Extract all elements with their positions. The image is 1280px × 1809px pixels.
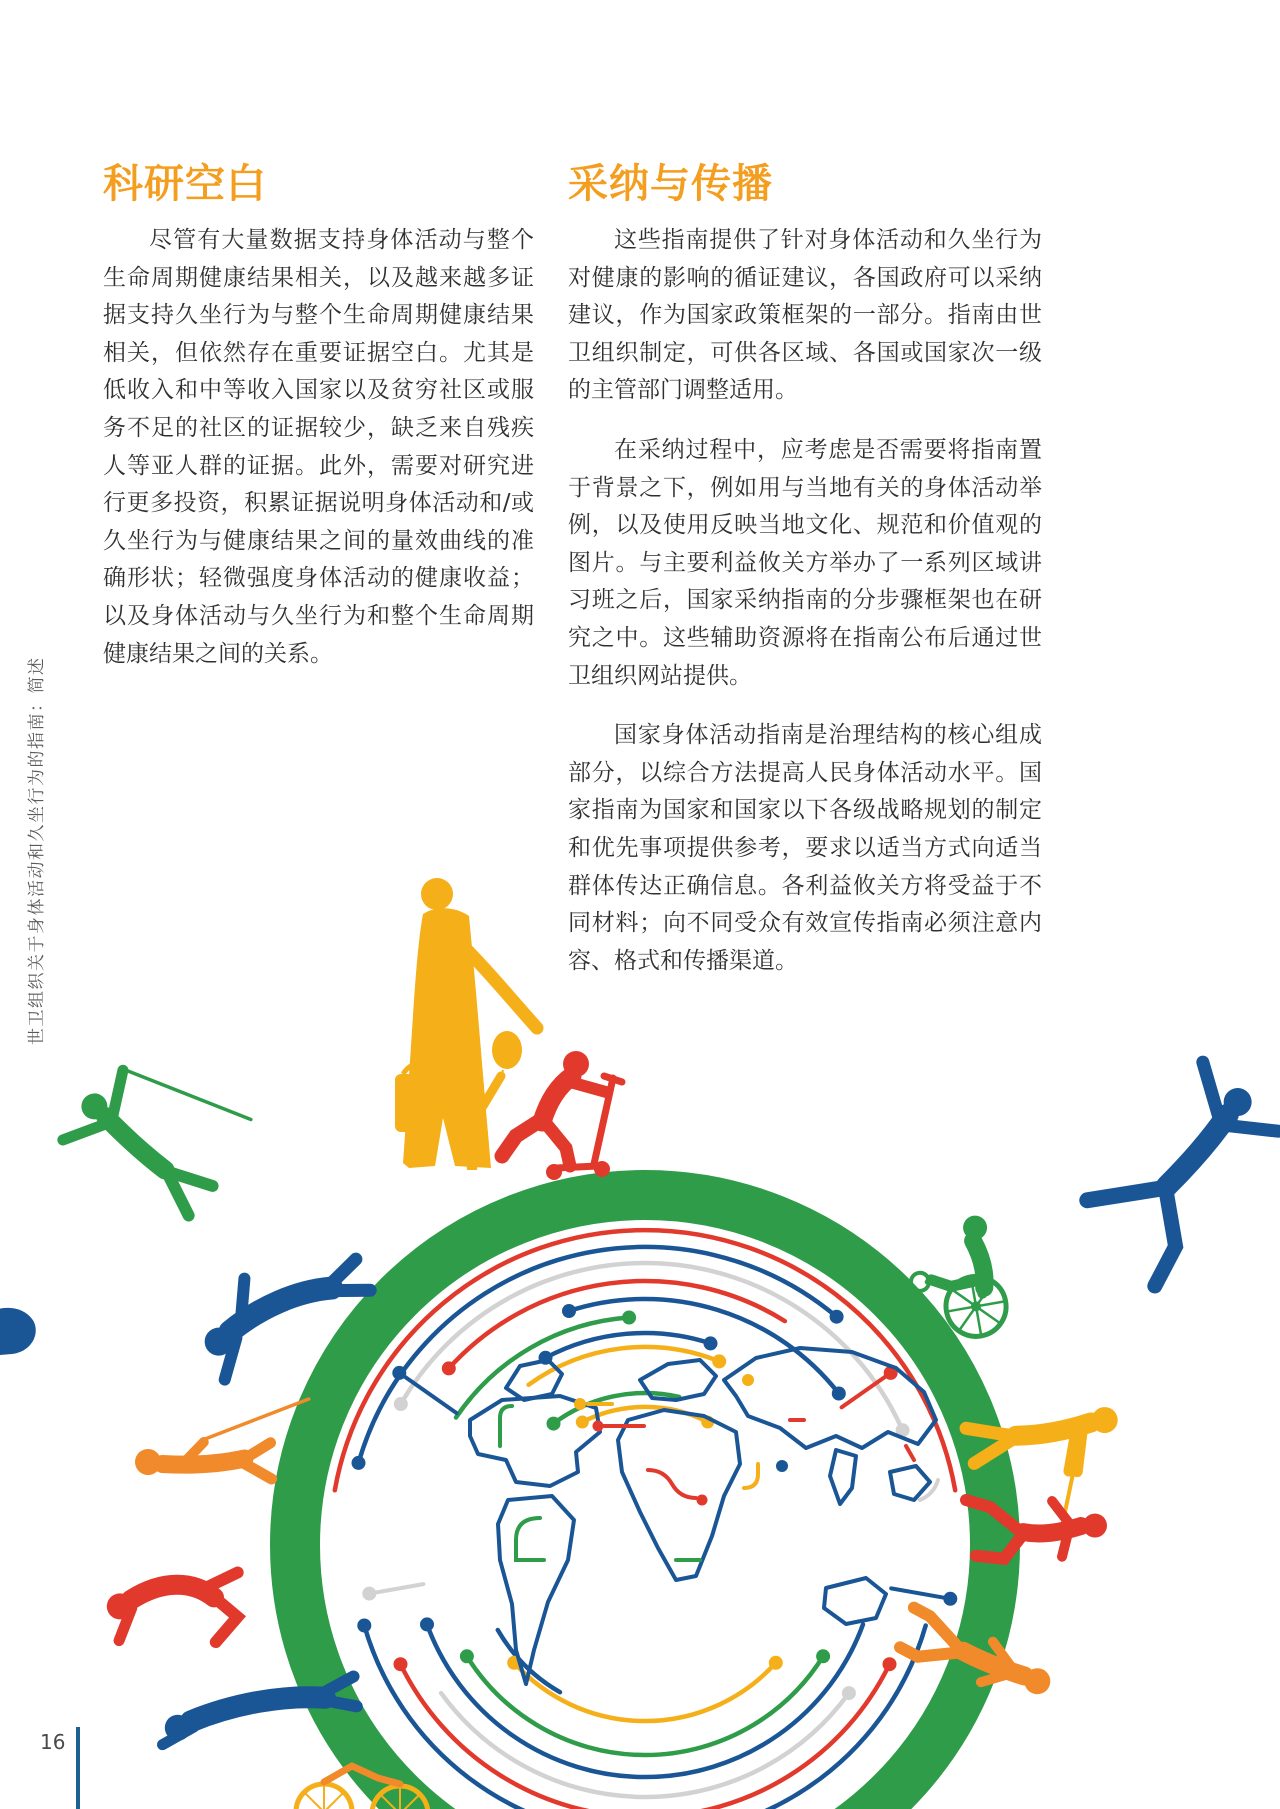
text-line: 低收入和中等收入国家以及贫穷社区或服: [103, 377, 534, 404]
text-line: 同材料；向不同受众有效宣传指南必须注意内: [568, 910, 1042, 937]
text-line: 以及身体活动与久坐行为和整个生命周期: [103, 602, 534, 629]
text-line: 久坐行为与健康结果之间的量效曲线的准: [103, 527, 534, 554]
silhouette-partial-left-edge: [0, 1308, 36, 1356]
globe-activity-illustration: [0, 860, 1280, 1809]
page-number: 16: [40, 1730, 66, 1754]
text-line: 人等亚人群的证据。此外，需要对研究进: [103, 452, 534, 479]
text-line: 的主管部门调整适用。: [568, 377, 798, 404]
silhouette-family-walking: [395, 878, 537, 1170]
section-heading-adoption-dissemination: 采纳与传播: [568, 161, 773, 207]
text-line: 行更多投资，积累证据说明身体活动和/或: [103, 490, 534, 517]
text-line: 例，以及使用反映当地文化、规范和价值观的: [568, 512, 1042, 539]
map-accents: [500, 1374, 938, 1560]
text-line: 健康结果之间的关系。: [103, 640, 333, 667]
text-line: 相关，但依然存在重要证据空白。尤其是: [103, 339, 534, 366]
text-line: 究之中。这些辅助资源将在指南公布后通过世: [568, 624, 1042, 651]
orbit-arcs-bottom: [364, 1624, 925, 1809]
text-line: 家指南为国家和国家以下各级战略规划的制定: [568, 797, 1042, 824]
orbit-dots: [352, 1304, 958, 1700]
silhouette-breakdancer: [102, 1555, 243, 1656]
text-line: 这些指南提供了针对身体活动和久坐行为: [614, 227, 1042, 253]
paragraph: [568, 222, 1042, 410]
text-line: 习班之后，国家采纳指南的分步骤框架也在研: [568, 587, 1042, 614]
text-line: 据支持久坐行为与整个生命周期健康结果: [103, 302, 534, 329]
globe-ring: [295, 1195, 995, 1809]
footer-rule: [76, 1727, 80, 1809]
left-column: [103, 160, 534, 695]
text-line: 卫组织制定，可供各区域、各国或国家次一级: [568, 339, 1042, 366]
section-heading-research-gaps: 科研空白: [103, 161, 267, 207]
text-line: 国家身体活动指南是治理结构的核心组成: [614, 722, 1042, 749]
silhouette-yoga-pose: [1071, 1055, 1280, 1287]
paragraph: [568, 432, 1042, 695]
text-line: 于背景之下，例如用与当地有关的身体活动举: [568, 474, 1042, 501]
text-line: 务不足的社区的证据较少，缺乏来自残疾: [103, 414, 534, 441]
world-map-line-art: [470, 1348, 996, 1684]
text-line: 建议，作为国家政策框架的一部分。指南由世: [568, 302, 1042, 329]
text-line: 部分，以综合方法提高人民身体活动水平。国: [568, 759, 1042, 786]
paragraph: [103, 222, 534, 673]
sidebar-vertical-caption: 世卫组织关于身体活动和久坐行为的指南：简述: [27, 656, 47, 1045]
text-line: 和优先事项提供参考，要求以适当方式向适当: [568, 834, 1042, 861]
text-line: 生命周期健康结果相关，以及越来越多证: [103, 264, 534, 291]
text-line: 对健康的影响的循证建议，各国政府可以采纳: [568, 264, 1042, 291]
text-line: 卫组织网站提供。: [568, 662, 752, 689]
text-line: 群体传达正确信息。各利益攸关方将受益于不: [568, 872, 1042, 899]
silhouette-child-on-scooter: [502, 1051, 622, 1180]
text-line: 在采纳过程中，应考虑是否需要将指南置: [614, 436, 1042, 463]
silhouette-nordic-walker: [54, 1027, 264, 1236]
text-line: 容、格式和传播渠道。: [568, 947, 798, 974]
text-line: 图片。与主要利益攸关方举办了一系列区域讲: [568, 549, 1042, 576]
text-line: 尽管有大量数据支持身体活动与整个: [149, 227, 534, 253]
text-line: 确形状；轻微强度身体活动的健康收益；: [103, 565, 534, 592]
